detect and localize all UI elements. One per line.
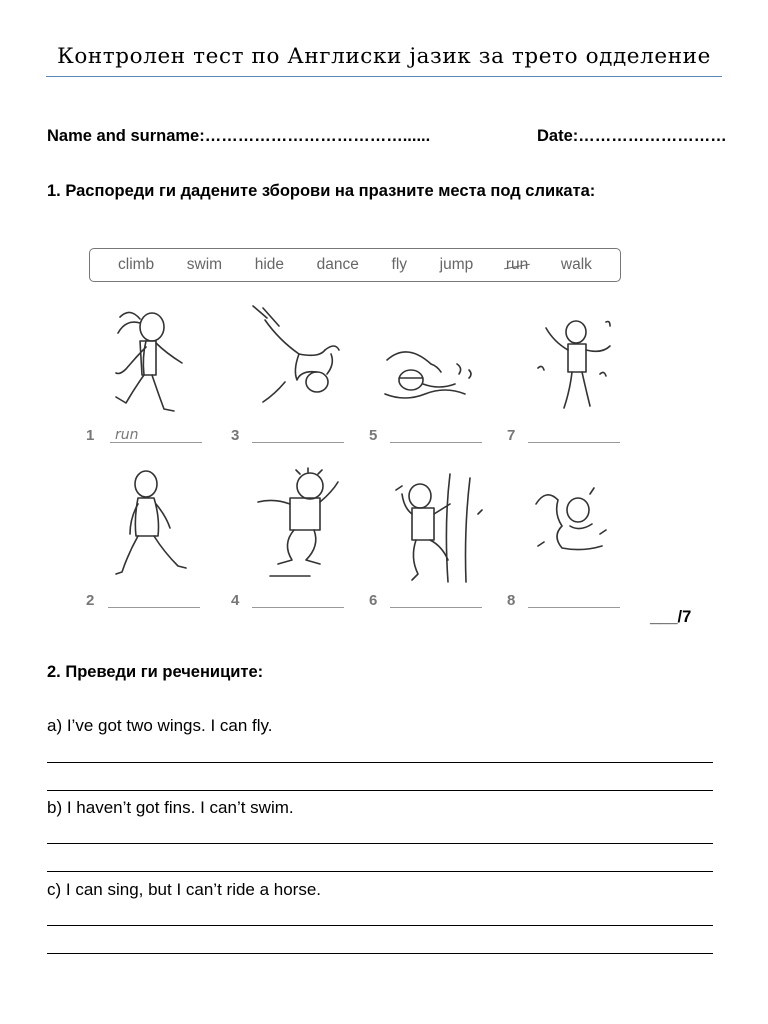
picture-number: 6 (369, 592, 378, 609)
name-label: Name and surname: (47, 127, 205, 145)
jumping-boy-illustration (248, 468, 340, 580)
answer-line[interactable] (47, 953, 713, 954)
answer-blank[interactable] (252, 607, 344, 608)
running-child-illustration (100, 305, 190, 420)
word-fly: fly (391, 256, 408, 273)
word-run-crossed: run (505, 256, 529, 273)
hiding-boy-illustration (530, 486, 612, 556)
page-title: Контролен тест по Англиски јазик за трето одделение (57, 44, 711, 69)
walking-boy-illustration (112, 468, 202, 583)
word-walk: walk (560, 256, 592, 273)
picture-number: 5 (369, 427, 378, 444)
date-label: Date: (537, 127, 579, 145)
picture-number: 7 (507, 427, 516, 444)
climbing-boy-illustration (390, 474, 486, 584)
answer-line[interactable] (47, 790, 713, 791)
picture-number: 4 (231, 592, 240, 609)
answer-blank[interactable] (528, 607, 620, 608)
answer-blank[interactable] (252, 442, 344, 443)
answer-blank[interactable] (390, 442, 482, 443)
word-jump: jump (439, 256, 474, 273)
answer-line[interactable] (47, 762, 713, 763)
picture-number: 1 (86, 427, 95, 444)
picture-number: 8 (507, 592, 516, 609)
answer-blank[interactable] (108, 607, 200, 608)
picture-number: 3 (231, 427, 240, 444)
exercise1-score: ___/7 (650, 608, 692, 626)
word-climb: climb (118, 256, 155, 273)
picture-answer: run (115, 427, 139, 443)
title-divider (46, 76, 722, 77)
answer-blank[interactable] (528, 442, 620, 443)
answer-blank[interactable] (110, 442, 202, 443)
word-bank (89, 248, 621, 282)
flying-girl-illustration (245, 302, 345, 410)
date-field[interactable] (537, 127, 727, 146)
date-dots: ……………………… (578, 127, 727, 145)
dancing-girl-illustration (530, 318, 620, 414)
word-hide: hide (254, 256, 285, 273)
sentence-c: c) I can sing, but I can’t ride a horse. (47, 880, 322, 899)
exercise2-instruction: 2. Преведи ги речениците: (47, 663, 264, 681)
name-surname-field[interactable] (47, 127, 430, 146)
answer-line[interactable] (47, 925, 713, 926)
answer-line[interactable] (47, 843, 713, 844)
picture-number: 2 (86, 592, 95, 609)
exercise1-instruction: 1. Распореди ги дадените зборови на празните места под сликата: (47, 182, 596, 200)
answer-blank[interactable] (390, 607, 482, 608)
answer-line[interactable] (47, 871, 713, 872)
sentence-a: a) I’ve got two wings. I can fly. (47, 716, 273, 735)
word-swim: swim (186, 256, 223, 273)
sentence-b: b) I haven’t got fins. I can’t swim. (47, 798, 294, 817)
swimming-child-illustration (383, 340, 483, 406)
word-dance: dance (316, 256, 359, 273)
name-dots: ………………………………...... (204, 127, 431, 145)
